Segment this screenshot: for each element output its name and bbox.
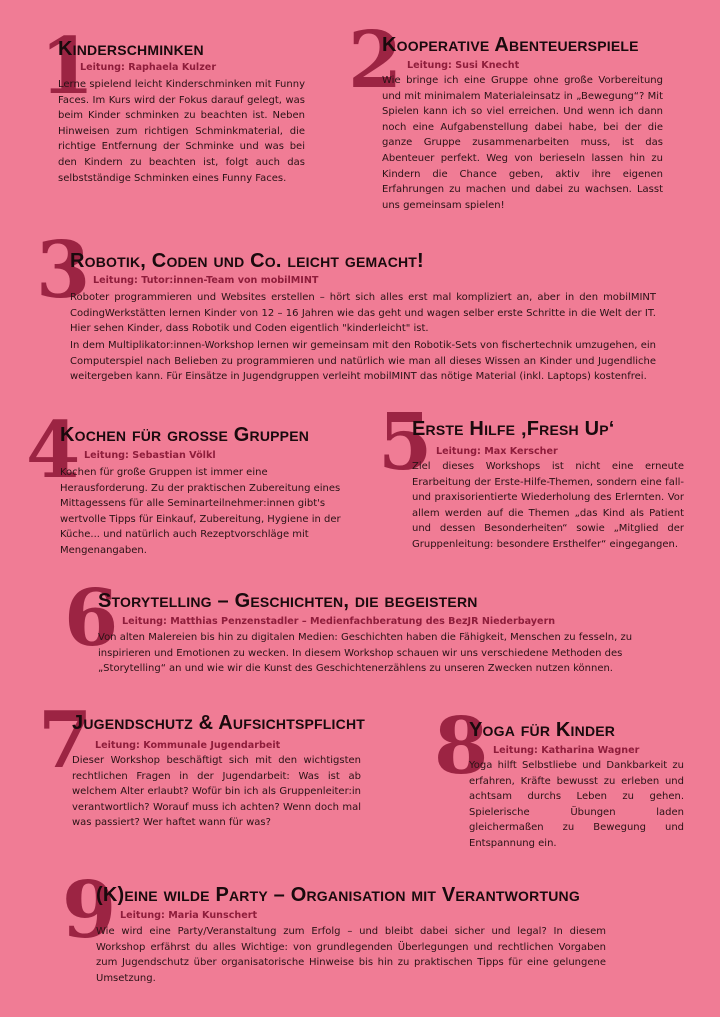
workshop-description: Ziel dieses Workshops ist nicht eine erneute Erarbeitung der Erste-Hilfe-Themen, sondern eine fall- und praxisorientierte Wiederholung des Erlernten. Vor allem werden auf die Themen „das Kind als Patient und dessen Besonderheiten“ sowie „Mitglied der Gruppenleitung: besondere Ersthelfer“ eingegangen. xyxy=(412,461,684,550)
workshop-title: (K)eine wilde Party – Organisation mit Verantwortung xyxy=(96,884,580,906)
workshop-number: 7 xyxy=(38,695,93,786)
workshop-number: 6 xyxy=(64,573,119,664)
workshop-leader: Leitung: Katharina Wagner xyxy=(493,745,640,756)
workshop-description: Yoga hilft Selbstliebe und Dankbarkeit zu erfahren, Kräfte bewusst zu erleben und achtsam durchs Leben zu gehen. Spielerische Übungen laden gleichermaßen zu Bewegung und Entspannung ein. xyxy=(469,760,684,849)
workshop-title: Jugendschutz & Aufsichtspflicht xyxy=(72,712,366,734)
workshop-leader: Leitung: Tutor:innen-Team von mobilMINT xyxy=(93,275,319,286)
workshop-title: Yoga für Kinder xyxy=(469,719,616,741)
workshop-number: 4 xyxy=(26,405,81,496)
workshop-description: Wie wird eine Party/Veranstaltung zum Erfolg – und bleibt dabei sicher und legal? In diesem Workshop erfährst du alles Wichtige: von grundlegenden Überlegungen und rechtlichen Vorgaben zum Jugendschutz über organisatorische Hinweise bis hin zu praktischen Tipps für eine gelungene Umsetzung. xyxy=(96,926,606,984)
workshop-number: 1 xyxy=(40,21,95,112)
workshop-leader: Leitung: Raphaela Kulzer xyxy=(80,62,217,73)
workshop-description: Wie bringe ich eine Gruppe ohne große Vorbereitung und mit minimalem Materialeinsatz in „Bewegung“? Mit Spielen kann ich so viel erreichen. Und wenn ich dann noch eine Aufgabenstellung dabei habe, bei der die ganze Gruppe zusammenarbeiten muss, ist das Abenteuer perfekt. Weg von berieseln lassen hin zu Kindern die Chance geben, aktiv ihre eigenen Erfahrungen zu machen und dabei zu wachsen. Lasst uns gemeinsam spielen! xyxy=(382,75,663,211)
workshop-description-2: In dem Multiplikator:innen-Workshop lernen wir gemeinsam mit den Robotik-Sets von fischertechnik umzugehen, ein Computerspiel nach Belieben zu programmieren und natürlich wie man all dieses Wissen an Kinder und Jugendliche weitergeben kann. Für Einsätze in Jugendgruppen verleiht mobilMINT das nötige Material (inkl. Laptops) kostenfrei. xyxy=(70,340,656,383)
workshop-leader: Leitung: Max Kerscher xyxy=(436,446,558,457)
workshop-description: Kochen für große Gruppen ist immer eine Herausforderung. Zu der praktischen Zubereitung eines Mittagessens für alle Seminarteilnehmer:innen gibt's wertvolle Tipps für Einkauf, Zubereitung, Hygiene in der Küche... und natürlich auch Rezeptvorschläge mit Mengenangaben. xyxy=(60,467,341,556)
workshop-description: Dieser Workshop beschäftigt sich mit den wichtigsten rechtlichen Fragen in der Jugendarbeit: Was ist ab welchem Alter erlaubt? Wofür bin ich als Gruppenleiter:in verantwortlich? Worauf muss ich achten? Wenn doch mal was passiert? Wer haftet wann für was? xyxy=(72,755,361,829)
workshop-leader: Leitung: Maria Kunschert xyxy=(120,910,258,921)
workshop-number: 3 xyxy=(36,225,91,316)
workshop-leader: Leitung: Matthias Penzenstadler – Medienfachberatung des BezJR Niederbayern xyxy=(122,616,556,627)
workshop-description: Roboter programmieren und Websites erstellen – hört sich alles erst mal kompliziert an, aber in den mobilMINT CodingWerkstätten lernen Kinder von 12 – 16 Jahren wie das geht und wagen selber erste Schritte in die Welt der IT. Hier sehen Kinder, dass Robotik und Coden eigentlich "kinderleicht" ist. xyxy=(70,292,656,335)
workshop-title: Kooperative Abenteuerspiele xyxy=(382,34,639,56)
workshop-title: Kochen für große Gruppen xyxy=(60,424,310,446)
workshop-leader: Leitung: Kommunale Jugendarbeit xyxy=(95,740,281,751)
workshop-title: Robotik, Coden und Co. leicht gemacht! xyxy=(70,250,424,272)
workshop-title: Erste Hilfe ‚Fresh Up‘ xyxy=(412,418,615,440)
workshop-description: Lerne spielend leicht Kinderschminken mit Funny Faces. Im Kurs wird der Fokus darauf gelegt, was beim Kinder schminken zu beachten ist. Neben Hinweisen zum richtigen Schminkmaterial, die richtige Entfernung der Schminke und was bei den Kindern zu beachten ist, folgt auch das selbstständige Schminken eines Funny Faces. xyxy=(58,79,305,184)
workshop-leader: Leitung: Susi Knecht xyxy=(407,60,520,71)
workshop-number: 2 xyxy=(348,15,403,106)
workshop-title: Kinderschminken xyxy=(58,38,204,60)
workshop-leader: Leitung: Sebastian Völkl xyxy=(84,450,216,461)
workshop-description: Von alten Malereien bis hin zu digitalen Medien: Geschichten haben die Fähigkeit, Menschen zu fesseln, zu inspirieren und Emotionen zu wecken. In diesem Workshop schauen wir uns verschiedene Methoden des „Storytelling“ an und wie wir die Kunst des Geschichtenerzählens zu unseren Zwecken nutzen können. xyxy=(98,632,633,675)
workshop-number: 9 xyxy=(62,865,117,956)
workshop-number: 8 xyxy=(434,701,489,792)
workshop-number: 5 xyxy=(378,397,433,488)
workshop-title: Storytelling – Geschichten, die begeistern xyxy=(98,590,478,612)
